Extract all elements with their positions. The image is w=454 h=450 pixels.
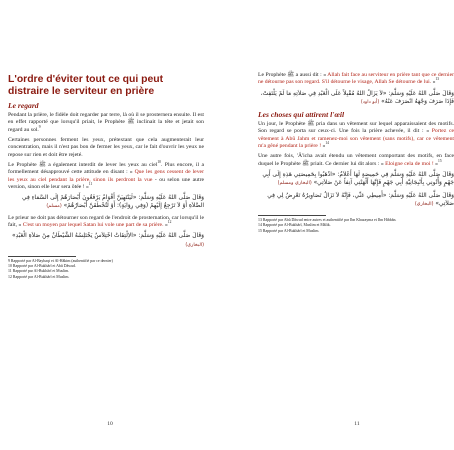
arabic-hadith: وَقَالَ صَلَّى اللهُ عَلَيْهِ وَسَلَّمَ فِي خَمِيصَةٍ لَهَا أَعْلاَمٌ: «اذْهَبُوا بِخَمِيصَتِي هَذِهِ إِلَى أَبِي جَهْمٍ وَأْتُونِي بِأَنْبِجَانِيَّةِ أَبِي جَهْمٍ فَإِنَّهَا أَلْهَتْنِي آنِفاً عَنْ صَلاَتِي» (البخاري ومسلم) xyxy=(262,171,454,187)
footnote-divider xyxy=(258,215,326,216)
footnote-ref: 13 xyxy=(435,77,440,82)
footnote: 15 Rapporté par Al-Bukhârî et Muslim. xyxy=(258,228,320,233)
section-title-choses: Les choses qui attirent l'œil xyxy=(258,110,345,120)
arabic-hadith: وَقَالَ صَلَّى اللهُ عَلَيْهِ وَسَلَّمَ: «الاِلْتِفَاتُ اخْتِلاَسٌ يَخْتَلِسُهُ الشَّيْطَانُ مِنْ صَلاَةِ الْعَبْدِ» (البخاري) xyxy=(11,233,204,248)
footnote-ref: 11 xyxy=(88,181,93,186)
paragraph: Une autre fois, 'Â'icha avait étendu un vêtement comportant des motifs, en face duquel le Prophète ﷺ priait. Ce dernier lui dit alors : « Eloigne cela de moi ! »$^{15}$ xyxy=(258,153,454,167)
footnote: 10 Rapporté par Al-Bukhârî et Abû Dâwud. xyxy=(8,264,76,269)
left-page xyxy=(8,72,204,434)
footnote: 11 Rapporté par Al-Bukhârî et Muslim. xyxy=(8,269,70,274)
chapter-title: L'ordre d'éviter tout ce qui peut distraire le serviteur en prière xyxy=(8,74,164,97)
page-number: 11 xyxy=(354,421,360,427)
arabic-hadith: وَقَالَ صَلَّى اللهُ عَلَيْهِ وَسَلَّمَ: «لاَ يَزَالُ اللهُ مُقْبِلاً عَلَى الْعَبْدِ فِي صَلاَتِهِ مَا لَمْ يَلْتَفِتْ، فَإِذَا صَرَفَ وَجْهَهُ انْصَرَفَ عَنْهُ» (أبو داود) xyxy=(260,90,454,105)
hadith-quote: C'est un moyen par lequel Satan lui vole une part de sa prière. xyxy=(22,222,164,229)
right-page xyxy=(258,72,454,434)
hadith-quote: Eloigne cela de moi ! xyxy=(385,160,434,167)
arabic-hadith: وَقَالَ صَلَّى اللهُ عَلَيْهِ وَسَلَّمَ: «لَيَنْتَهِيَنَّ أَقْوَامٌ يَرْفَعُونَ أَبْصَارَهُمْ إِلَى السَّمَاءِ فِي الصَّلاَةِ أَوْ لاَ تَرْجِعُ إِلَيْهِمْ (وَفِي رِوَايَةٍ): أَوْ لَتُخْطَفَنَّ أَبْصَارُهُمْ» (مسلم) xyxy=(22,195,204,210)
footnote: 12 Rapporté par Al-Bukhârî et Muslim. xyxy=(8,274,70,279)
hadith-quote: Allah fait face au serviteur en prière tant que ce dernier ne détourne pas son regard. S'il détourne le visage, Allah Se détourne de lui. xyxy=(258,72,454,86)
footnote-ref: 12 xyxy=(167,220,172,225)
paragraph: Pendant la prière, le fidèle doit regarder par terre, là où il se prosternera ensuite. Il est en effet rapporté que lorsqu'il priait, le Prophète ﷺ inclinait la tête et jetait son regard au sol.$^9$ xyxy=(8,112,204,133)
footnote-ref: 9 xyxy=(38,124,41,129)
footnote: 9 Rapporté par Al-Bayhaqi et Al-Hâkim (authentifié par ce dernier) xyxy=(8,258,113,263)
footnote-ref: 14 xyxy=(325,141,329,146)
hadith-quote: Portez ce vêtement à Abû Jahm et ramenez-moi son vêtement (sans motifs), car ce vêtement m'a gêné pendant la prière ! xyxy=(258,128,454,150)
footnote: 13 Rapporté par Abû Dâwud entre autres et authentifié par Ibn Khuzayma et Ibn Hibbân. xyxy=(258,218,397,223)
arabic-hadith: وَقَالَ صَلَّى اللهُ عَلَيْهِ وَسَلَّمَ: «أَمِيطِي عَنِّي، فَإِنَّهُ لاَ تَزَالُ تَصَاوِيرُهُ تَعْرِضُ لِي فِي صَلاَتِي» (البخاري) xyxy=(267,192,454,207)
footnote-divider xyxy=(8,256,76,257)
footnote: 14 Rapporté par Al-Bukhârî, Muslim et Mâlik. xyxy=(258,223,331,228)
paragraph: Le Prophète ﷺ a aussi dit : « Allah fait face au serviteur en prière tant que ce dernier ne détourne pas son regard. S'il détourne le visage, Allah Se détourne de lui. »$^{13}$ xyxy=(258,72,454,86)
footnote-ref: 15 xyxy=(438,158,442,163)
hadith-quote: Que les gens cessent de lever les yeux au ciel pendant la prière, sinon ils perdront la vue xyxy=(8,169,204,183)
paragraph: Le prieur ne doit pas détourner son regard de l'endroit de prosternation, car lorsqu'il le fait, « C'est un moyen par lequel Satan lui vole une part de sa prière. »$^{12}$ xyxy=(8,214,204,229)
paragraph: Certaines personnes ferment les yeux, prétextant que cela augmenterait leur concentration, mais il n'est pas bon de fermer les yeux, car le fait d'ouvrir les yeux ne repose sur rien et doit être rejeté. xyxy=(8,137,204,158)
section-title-regard: Le regard xyxy=(8,101,39,111)
footnote-ref: 10 xyxy=(157,160,161,165)
page-number: 10 xyxy=(107,421,113,427)
paragraph: Le Prophète ﷺ a également interdit de lever les yeux au ciel$^{10}$. Plus encore, il a formellement désapprouvé cette attitude en disant : « Que les gens cessent de lever les yeux au ciel pendant la prière, sinon ils perdront la vue - ou selon une autre version, sinon elle leur sera ôtée ! »$^{11}$ xyxy=(8,160,205,190)
paragraph: Un jour, le Prophète ﷺ pria dans un vêtement sur lequel apparaissaient des motifs. Son regard se porta sur ceux-ci. Une fois la prière achevée, il dit : « Portez ce vêtement à Abû Jahm et ramenez-moi son vêtement (sans motifs), car ce vêtement m'a gêné pendant la prière ! »$^{14}$ xyxy=(258,121,454,150)
